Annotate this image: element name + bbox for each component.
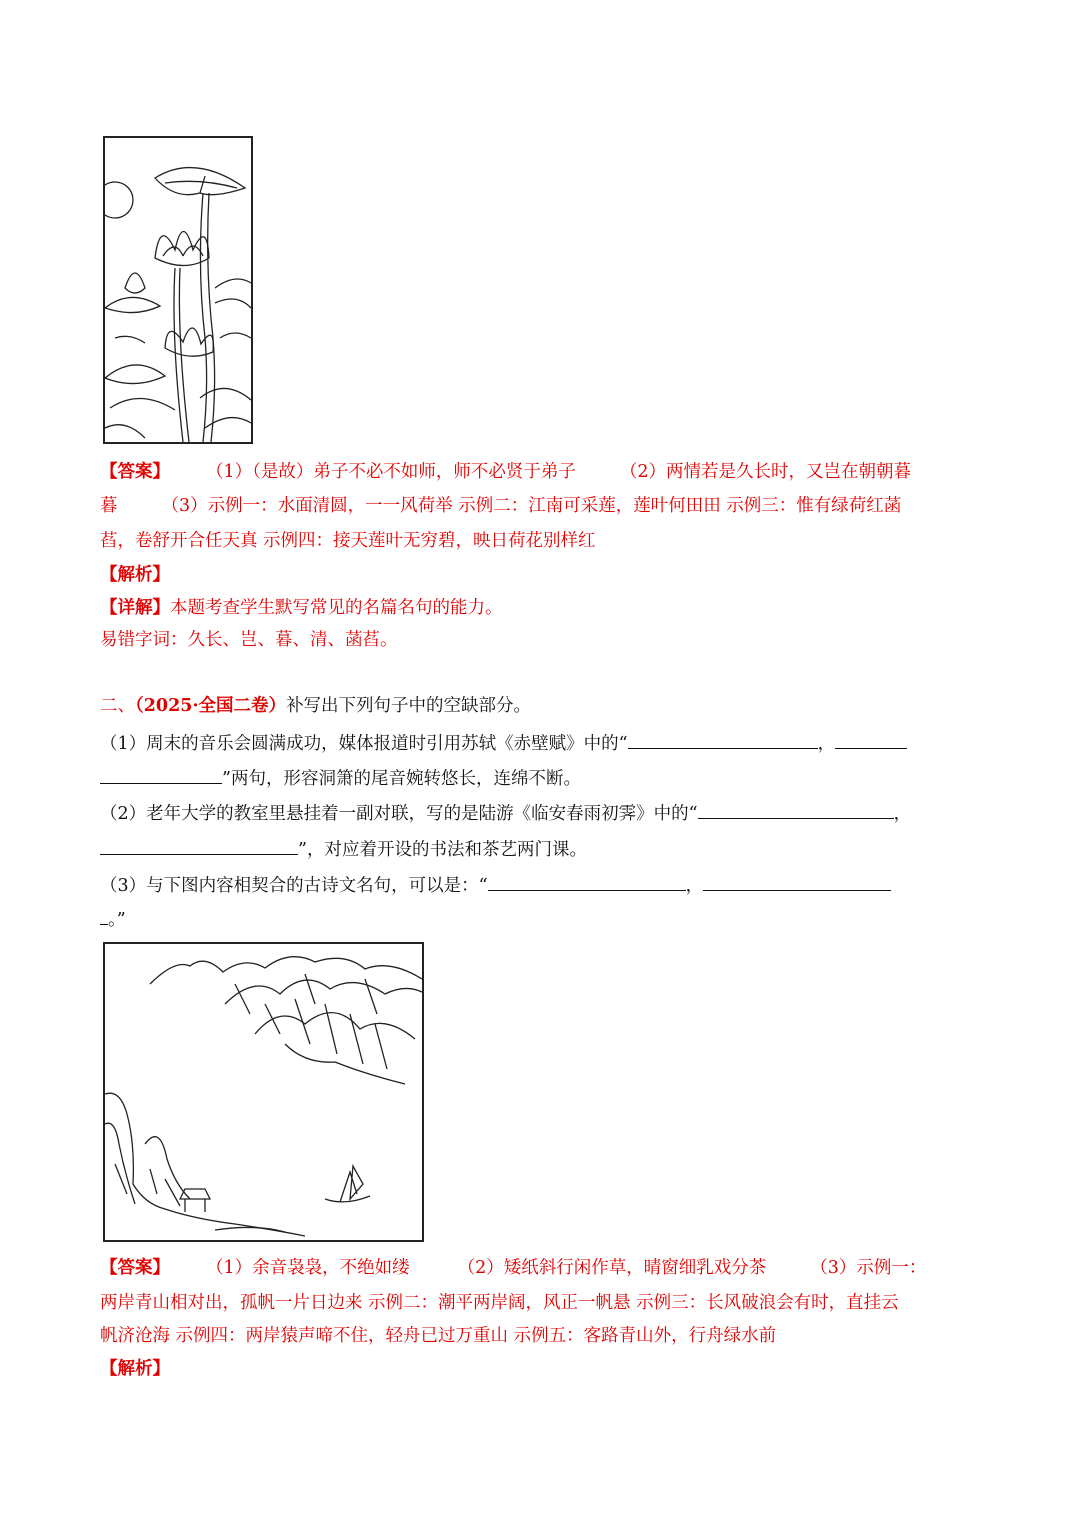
mountain-range — [150, 957, 422, 984]
q2-item3-text-a: （3）与下图内容相契合的古诗文名句，可以是：“ — [100, 876, 488, 896]
q2-analysis-label: 【解析】 — [100, 1359, 170, 1379]
lotus-drawing — [105, 138, 251, 442]
q2-item1-comma: ， — [817, 734, 836, 754]
q2-answer-line-3: 帆济沧海 示例四：两岸猿声啼不住，轻舟已过万重山 示例五：客路青山外，行舟绿水前 — [100, 1326, 777, 1346]
q2-item2-text-b: ”，对应着开设的书法和茶艺两门课。 — [298, 840, 587, 860]
q2-answer-part-2: （2）矮纸斜行闲作草，晴窗细乳戏分茶 — [457, 1258, 767, 1278]
sail-boat — [325, 1196, 370, 1202]
answer-line2-a: 暮 — [100, 496, 118, 516]
q2-item1-text-a: （1）周末的音乐会圆满成功，媒体报道时引用苏轼《赤壁赋》中的“ — [100, 734, 628, 754]
q2-item3-line2 — [100, 906, 990, 932]
q2-answer-line-2: 两岸青山相对出，孤帆一片日边来 示例二：潮平两岸阔，风正一帆悬 示例三：长风破浪会有时，直挂云 — [100, 1293, 899, 1313]
q2-heading — [100, 694, 990, 718]
answer-part-1: （1）（是故）弟子不必不如师，师不必贤于弟子 — [206, 462, 576, 482]
cliff — [105, 1093, 305, 1236]
lotus-figure — [103, 136, 253, 444]
q2-item1-line2 — [100, 765, 990, 791]
q2-item1-text-b: ”两句，形容洞箫的尾音婉转悠长，连绵不断。 — [222, 769, 581, 789]
q2-answer-part-1: （1）余音袅袅，不绝如缕 — [206, 1258, 410, 1278]
q2-answer-line-1 — [100, 1256, 990, 1280]
q2-item3-blank-2a[interactable] — [703, 872, 891, 891]
answer-part-2: （2）两情若是久长时，又岂在朝朝暮 — [619, 462, 912, 482]
moon-shape — [105, 182, 133, 218]
q2-item1-blank-2b[interactable] — [100, 765, 222, 784]
q2-item2-blank-1[interactable] — [698, 800, 894, 819]
q2-item2-text-a: （2）老年大学的教室里悬挂着一副对联，写的是陆游《临安春雨初霁》中的“ — [100, 804, 698, 824]
q2-heading-num: 二、 — [100, 696, 135, 716]
q2-answer-label: 【答案】 — [100, 1258, 170, 1278]
q2-heading-source: （2025·全国二卷） — [135, 696, 287, 716]
answer-label: 【答案】 — [100, 462, 170, 482]
q2-item1-line1 — [100, 730, 990, 756]
q2-heading-text: 补写出下列句子中的空缺部分。 — [286, 696, 532, 716]
q2-item1-blank-1[interactable] — [628, 730, 818, 749]
lotus-stem — [200, 193, 206, 442]
q1-answer-line-1 — [100, 460, 990, 484]
answer-line2-b: （3）示例一：水面清圆，一一风荷举 示例二：江南可采莲，莲叶何田田 示例三：惟有绿荷红菡 — [161, 496, 902, 516]
q2-item2-line1 — [100, 800, 990, 826]
q2-item2-comma: ， — [893, 804, 912, 824]
q1-analysis-label: 【解析】 — [100, 565, 170, 585]
q2-item2-line2 — [100, 836, 990, 862]
landscape-drawing — [105, 944, 422, 1240]
detail-text: 本题考查学生默写常见的名篇名句的能力。 — [170, 598, 503, 618]
q2-item2-blank-2[interactable] — [100, 836, 298, 855]
q2-item3-line1 — [100, 872, 990, 898]
landscape-figure — [103, 942, 424, 1242]
q2-answer-part-3: （3）示例一： — [810, 1258, 927, 1278]
q1-answer-line-3: 萏，卷舒开合任天真 示例四：接天莲叶无穷碧，映日荷花别样红 — [100, 531, 596, 551]
q2-item3-blank-1[interactable] — [488, 872, 686, 891]
q2-item3-blank-2b[interactable] — [100, 906, 108, 925]
q1-detail-line — [100, 596, 990, 620]
q1-error-words: 易错字词：久长、岂、暮、清、菡萏。 — [100, 630, 398, 650]
q1-answer-line-2 — [100, 494, 990, 518]
q2-item3-comma: ， — [685, 876, 704, 896]
detail-label: 【详解】 — [100, 598, 170, 618]
q2-item1-blank-2a[interactable] — [835, 730, 907, 749]
q2-item3-end: 。” — [108, 910, 126, 930]
